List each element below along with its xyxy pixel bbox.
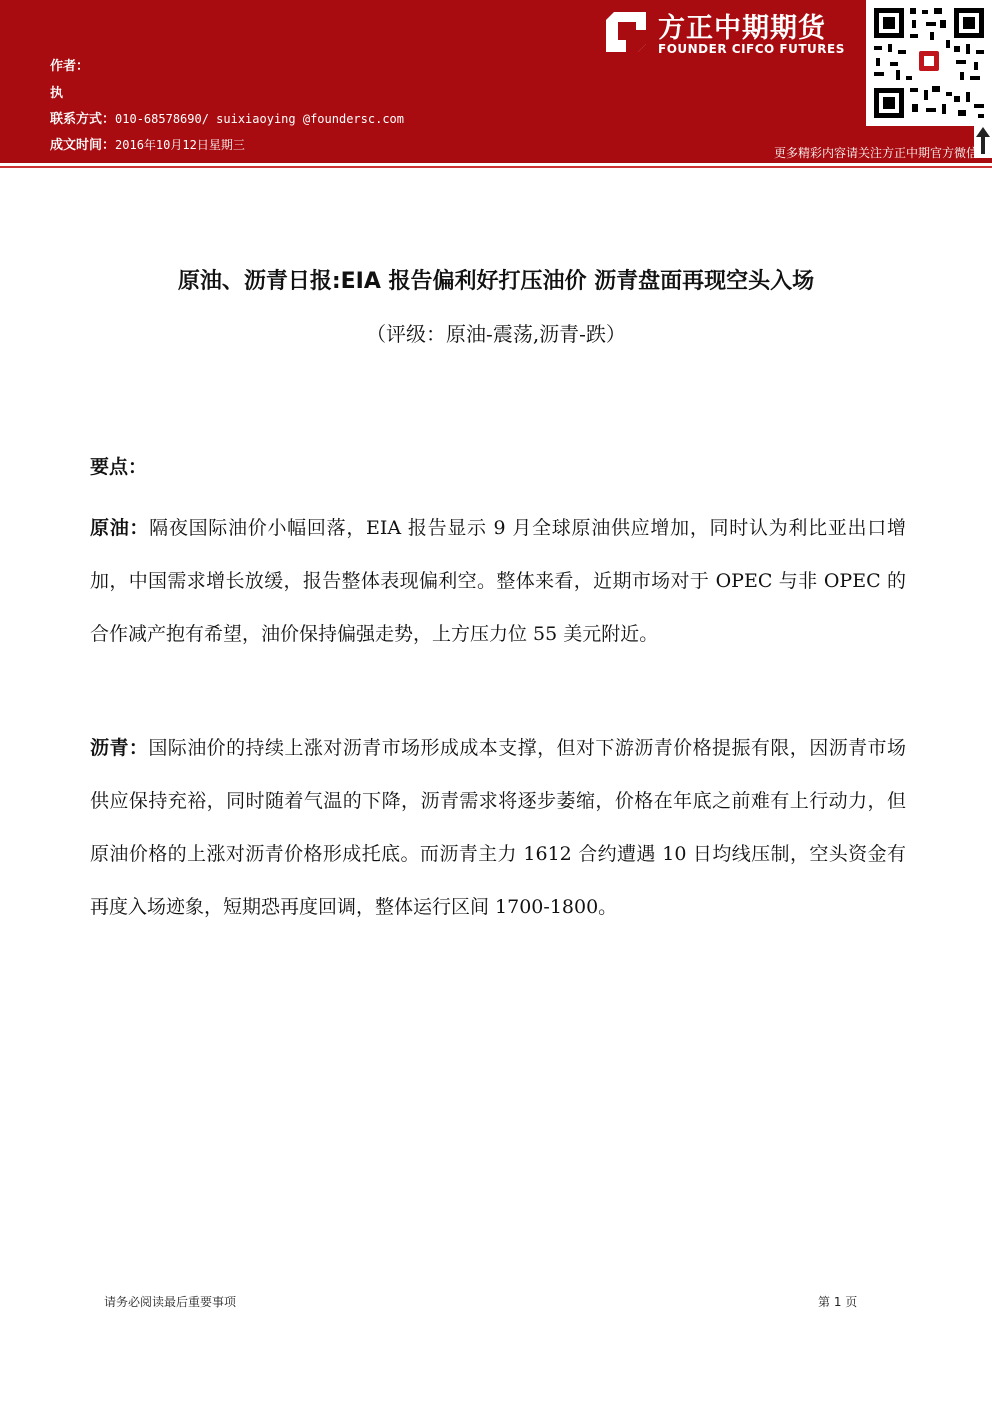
founder-logo-icon (604, 10, 648, 54)
section-lead: 原油： (90, 517, 150, 539)
report-title: 原油、沥青日报:EIA 报告偏利好打压油价 沥青盘面再现空头入场 (177, 269, 815, 294)
page-number: 第 1 页 (818, 1295, 858, 1309)
qr-code-icon (866, 0, 992, 126)
contact-value: 010-68578690/ suixiaoying @foundersc.com (115, 112, 404, 126)
keypoints-heading: 要点： (90, 456, 148, 478)
footer-notice: 请务必阅读最后重要事项 (104, 1295, 237, 1309)
section-asphalt (90, 722, 906, 934)
follow-wechat-text: 更多精彩内容请关注方正中期官方微信 (773, 146, 978, 160)
section-crude-oil (90, 502, 906, 661)
license-line (50, 82, 63, 101)
date-value: 2016年10月12日星期三 (115, 138, 245, 152)
author-line (50, 55, 89, 74)
section-lead: 沥青： (90, 737, 149, 759)
brand-name-cn: 方正中期期货 (658, 13, 826, 44)
section-body: 国际油价的持续上涨对沥青市场形成成本支撑，但对下游沥青价格提振有限，因沥青市场供应保持充裕，同时随着气温的下降，沥青需求将逐步萎缩，价格在年底之前难有上行动力，但原油价格的上涨对沥青价格形成托底。而沥青主力 1612 合约遭遇 10 日均线压制，空头资金有再度入场迹象，短期恐再度回调，整体运行区间 1700-1800。 (90, 737, 906, 918)
contact-line (50, 108, 404, 127)
brand-logo (598, 4, 858, 64)
header-divider-thin (0, 166, 992, 168)
brand-name-en: FOUNDER CIFCO FUTURES (658, 42, 845, 56)
author-label: 作者： (50, 59, 90, 74)
report-rating: （评级：原油-震荡,沥青-跌） (366, 322, 626, 346)
date-label: 成文时间： (50, 138, 116, 153)
date-line (50, 134, 245, 153)
license-label: 执 (50, 86, 64, 101)
section-body: 隔夜国际油价小幅回落，EIA 报告显示 9 月全球原油供应增加，同时认为利比亚出口增加，中国需求增长放缓，报告整体表现偏利空。整体来看，近期市场对于 OPEC 与非 OPEC 的合作减产抱有希望，油价保持偏强走势，上方压力位 55 美元附近。 (90, 517, 906, 645)
contact-label: 联系方式： (50, 112, 116, 127)
